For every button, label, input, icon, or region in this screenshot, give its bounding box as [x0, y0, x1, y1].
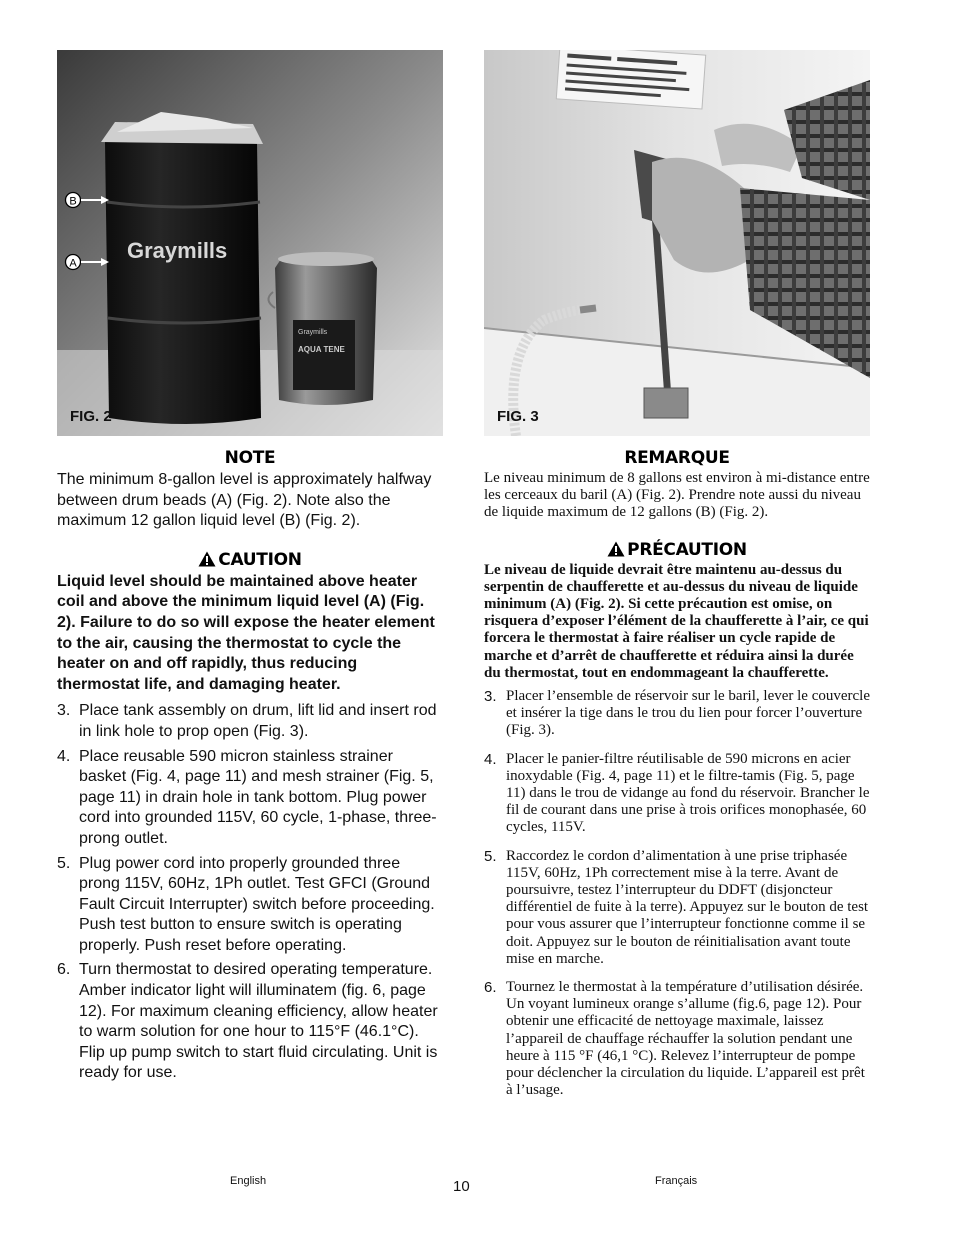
english-column: [57, 50, 443, 1088]
step-number: 4.: [57, 747, 71, 765]
pail-brand-text: Graymills: [298, 329, 328, 336]
figure-3-photo: [484, 50, 870, 436]
caution-text: Liquid level should be maintained above heater coil and above the minimum liquid level (A) (Fig. 2). Failure to do so will expose the heater element to the air, causing the thermostat to cycle the heater on and off rapidly, thus reducing thermostat life, and damaging heater.: [57, 572, 435, 693]
remarque-text: Le niveau minimum de 8 gallons est environ à mi-distance entre les cerceaux du baril (A) (Fig. 2). Prendre note aussi du niveau de liquide maximum de 12 gallons (B) (Fig. 2).: [484, 470, 870, 521]
step-number: 5.: [484, 847, 497, 865]
figure-2-label: FIG. 2: [70, 408, 112, 425]
step-number: 3.: [57, 702, 71, 720]
footer-language-french: Français: [655, 1175, 698, 1187]
link-bracket: [644, 388, 688, 418]
list-item: [484, 688, 870, 740]
step-number: 3.: [484, 688, 497, 706]
steps-list: [57, 701, 443, 1084]
remarque-heading: REMARQUE: [624, 448, 730, 468]
step-text: Placer l’ensemble de réservoir sur le baril, lever le couvercle et insérer la tige dans le trou du lien pour forcer l’ouverture (Fig. 3).: [506, 688, 870, 739]
step-text: Raccordez le cordon d’alimentation à une prise triphasée 115V, 60Hz, 1Ph correctement mise à la terre. Avant de poursuivre, testez l’interrupteur du DDFT (disjoncteur différentiel de fuite à la terre). Appuyez sur le bouton de test pour vous assurer que l’interrupteur fonctionne comme il se doit. Appuyez sur le bouton de réinitialisation avant toute mise en marche.: [506, 847, 869, 967]
precaution-text: Le niveau de liquide devrait être maintenu au-dessus du serpentin de chaufferette et au-dessus du niveau de liquide minimum (A) (Fig. 2). Si cette précaution est omise, on risquera d’exposer l’élément de la chaufferette à l’air, ce qui forcera le thermostat à faire réaliser un cycle rapide de marche et d’arrêt de chaufferette et réduira ainsi la durée du thermostat, tout en endommageant la chaufferette.: [484, 561, 869, 681]
step-number: 6.: [484, 979, 497, 997]
precaution-heading-row: [484, 540, 870, 560]
list-item: [57, 960, 443, 1084]
step-text: Plug power cord into properly grounded three prong 115V, 60Hz, 1Ph outlet. Test GFCI (Ground Fault Circuit Interrupter) switch before proceeding. Push test button to ensure switch is operating properly. Push reset before operating.: [79, 854, 435, 954]
step-text: Place reusable 590 micron stainless strainer basket (Fig. 4, page 11) and mesh strainer (Fig. 5, page 11) in drain hole in tank bottom. Plug power cord into grounded 115V, 60 cycle, 1-phase, three-prong outlet.: [79, 747, 437, 847]
step-text: Turn thermostat to desired operating temperature. Amber indicator light will illuminatem (fig. 6, page 12). For maximum cleaning efficiency, allow heater to warm solution for one hour to 115°F (46.1°C). Flip up pump switch to start fluid circulating. Unit is ready for use.: [79, 961, 438, 1082]
lid-prop-illustration: [484, 50, 870, 436]
note-text: The minimum 8-gallon level is approximately halfway between drum beads (A) (Fig. 2). Note also the maximum 12 gallon liquid level (B) (Fig. 2).: [57, 471, 432, 530]
warning-triangle-icon: [198, 551, 216, 567]
marker-b-label: B: [69, 195, 77, 208]
list-item: [484, 751, 870, 837]
steps-list-fr: [484, 688, 870, 1099]
precaution-heading: PRÉCAUTION: [627, 539, 747, 560]
page-number: 10: [453, 1178, 470, 1195]
footer-language-english: English: [230, 1175, 267, 1187]
step-text: Tournez le thermostat à la température d’utilisation désirée. Un voyant lumineux orange s’allume (fig.6, page 12). Pour obtenir une efficacité de nettoyage maximale, laissez l’appareil de chauffage réchauffer la solution pendant une heure à 115 °F (46,1 °C). Relevez l’interrupteur de pompe pour déclencher la circulation du liquide. L’appareil est prêt à l’usage.: [506, 979, 865, 1099]
figure-2-photo: [57, 50, 443, 436]
step-text: Placer le panier-filtre réutilisable de 590 microns en acier inoxydable (Fig. 4, page 11) et le filtre-tamis (Fig. 5, page 11) dans le trou de vidange au fond du réservoir. Brancher le fil de courant dans une prise à trois orifices monophasée, 60 cycles, 115V.: [506, 750, 870, 836]
drum-and-pail-illustration: [57, 50, 443, 436]
caution-heading: CAUTION: [218, 549, 302, 570]
list-item: [57, 747, 443, 850]
list-item: [484, 979, 870, 1099]
list-item: [57, 701, 443, 742]
pail-product-text: AQUA TENE: [298, 345, 345, 354]
note-heading: NOTE: [224, 448, 276, 468]
step-number: 5.: [57, 854, 71, 872]
drum-brand-text: Graymills: [127, 238, 228, 263]
french-column: [484, 50, 870, 1111]
caution-heading-row: [57, 550, 443, 570]
list-item: [484, 848, 870, 968]
warning-triangle-icon: [607, 541, 625, 557]
step-text: Place tank assembly on drum, lift lid and insert rod in link hole to prop open (Fig. 3).: [79, 702, 437, 740]
step-number: 4.: [484, 750, 497, 768]
list-item: [57, 854, 443, 957]
step-number: 6.: [57, 961, 71, 979]
figure-3-label: FIG. 3: [497, 408, 539, 425]
marker-a-label: A: [69, 257, 77, 270]
